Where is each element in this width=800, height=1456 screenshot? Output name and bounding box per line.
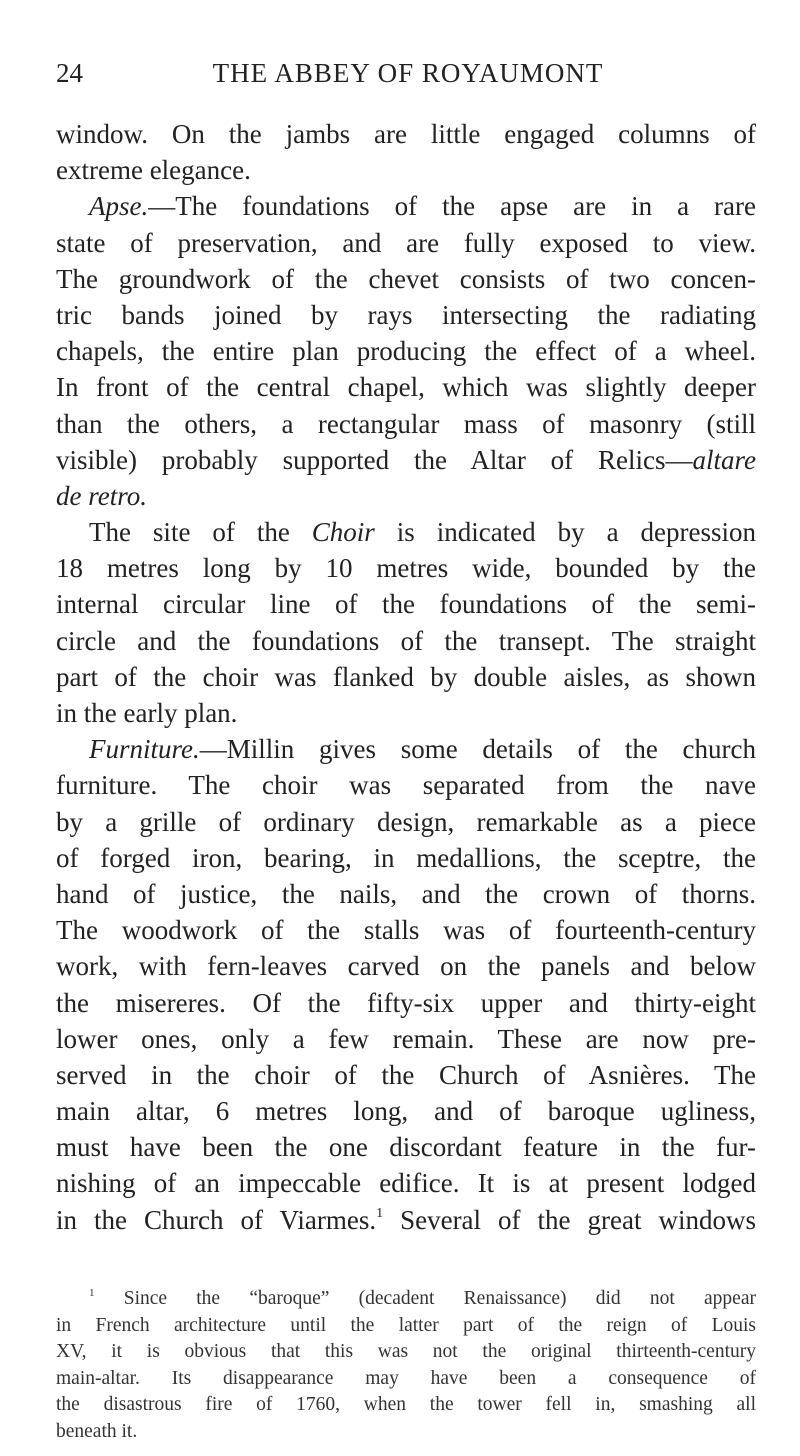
footnote-line bbox=[56, 1419, 756, 1446]
text-line bbox=[56, 804, 756, 840]
line-text: extreme elegance. bbox=[56, 155, 251, 186]
line-text: Several of the great windows bbox=[383, 1204, 756, 1235]
running-title: THE ABBEY OF ROYAUMONT bbox=[212, 58, 604, 88]
line-text: served in the choir of the Church of Asnières. The bbox=[56, 1059, 756, 1090]
line-text: beneath it. bbox=[56, 1420, 138, 1442]
text-line bbox=[56, 695, 756, 731]
text-line bbox=[56, 948, 756, 984]
line-text: part of the choir was flanked by double aisles, as shown bbox=[56, 661, 756, 692]
line-text: by a grille of ordinary design, remarkable as a piece bbox=[56, 806, 756, 837]
text-line bbox=[56, 152, 756, 188]
text-line bbox=[56, 767, 756, 803]
text-line bbox=[56, 912, 756, 948]
line-text: in the Church of Viarmes. bbox=[56, 1204, 377, 1235]
line-text: In front of the central chapel, which was slightly deeper bbox=[56, 372, 756, 403]
line-text: in the early plan. bbox=[56, 698, 238, 728]
text-line bbox=[56, 550, 756, 586]
italic-term: altare bbox=[692, 444, 756, 475]
text-line bbox=[56, 116, 756, 152]
line-text: XV, it is obvious that this was not the original thirteenth-century bbox=[56, 1341, 756, 1362]
line-text: 18 metres long by 10 metres wide, bounded by the bbox=[56, 553, 756, 584]
text-line bbox=[56, 1165, 756, 1201]
text-line bbox=[56, 369, 756, 405]
footnote bbox=[56, 1286, 756, 1445]
line-text: of forged iron, bearing, in medallions, the sceptre, the bbox=[56, 842, 756, 873]
text-line bbox=[56, 333, 756, 369]
italic-heading: de retro. bbox=[56, 480, 147, 511]
text-line bbox=[56, 659, 756, 695]
line-text: The woodwork of the stalls was of fourteenth-century bbox=[56, 915, 756, 946]
line-text: The groundwork of the chevet consists of two concen- bbox=[56, 263, 756, 294]
page-number: 24 bbox=[56, 58, 83, 88]
line-text: is indicated by a depression bbox=[374, 517, 756, 548]
line-text: work, with fern-leaves carved on the panels and below bbox=[56, 951, 756, 982]
text-line bbox=[56, 840, 756, 876]
italic-heading: Apse. bbox=[89, 191, 149, 222]
line-text: than the others, a rectangular mass of masonry (still bbox=[56, 408, 756, 439]
line-text: the misereres. Of the fifty-six upper and thirty-eight bbox=[56, 987, 756, 1018]
line-text: window. On the jambs are little engaged columns of bbox=[56, 119, 756, 149]
text-line bbox=[56, 1057, 756, 1093]
text-line bbox=[56, 478, 756, 514]
text-line bbox=[56, 442, 756, 478]
text-line bbox=[56, 261, 756, 297]
line-text: lower ones, only a few remain. These are now pre- bbox=[56, 1023, 756, 1054]
line-text: internal circular line of the foundations of the semi- bbox=[56, 589, 756, 620]
italic-term: Choir bbox=[311, 517, 375, 548]
footnote-line bbox=[56, 1366, 756, 1393]
line-text: The site of the bbox=[89, 517, 312, 548]
line-text: must have been the one discordant feature in the fur- bbox=[56, 1132, 756, 1163]
italic-heading: Furniture. bbox=[89, 734, 200, 765]
page-header bbox=[56, 58, 730, 98]
text-line bbox=[56, 1202, 756, 1238]
text-line bbox=[56, 623, 756, 659]
line-text: visible) probably supported the Altar of Relics— bbox=[56, 444, 693, 475]
line-text: circle and the foundations of the transept. The straight bbox=[56, 625, 756, 656]
text-line bbox=[56, 514, 756, 550]
footnote-ref: 1 bbox=[376, 1205, 384, 1221]
text-line bbox=[56, 586, 756, 622]
line-text: main altar, 6 metres long, and of baroque ugliness, bbox=[56, 1096, 756, 1127]
line-text: —Millin gives some details of the church bbox=[199, 734, 756, 765]
text-line bbox=[56, 1129, 756, 1165]
line-text: hand of justice, the nails, and the crown of thorns. bbox=[56, 878, 756, 909]
text-line bbox=[56, 876, 756, 912]
main-text bbox=[56, 116, 756, 1238]
line-text: in French architecture until the latter part of the reign of Louis bbox=[56, 1314, 756, 1336]
text-line bbox=[56, 297, 756, 333]
text-line bbox=[56, 406, 756, 442]
footnote-line bbox=[56, 1313, 756, 1340]
footnote-line bbox=[56, 1392, 756, 1419]
text-line bbox=[56, 731, 756, 767]
line-text: chapels, the entire plan producing the effect of a wheel. bbox=[56, 336, 756, 367]
line-text: furniture. The choir was separated from the nave bbox=[56, 770, 756, 801]
text-line bbox=[56, 1093, 756, 1129]
line-text: Since the “baroque” (decadent Renaissance) did not appear bbox=[94, 1288, 756, 1309]
line-text: —The foundations of the apse are in a rare bbox=[148, 191, 756, 222]
line-text: tric bands joined by rays intersecting the radiating bbox=[56, 299, 756, 330]
line-text: state of preservation, and are fully exposed to view. bbox=[56, 227, 756, 258]
footnote-line bbox=[56, 1286, 756, 1313]
text-line bbox=[56, 985, 756, 1021]
footnote-line bbox=[56, 1339, 756, 1366]
line-text: the disastrous fire of 1760, when the tower fell in, smashing all bbox=[56, 1394, 756, 1415]
line-text: nishing of an impeccable edifice. It is at present lodged bbox=[56, 1168, 756, 1199]
text-line bbox=[56, 225, 756, 261]
line-text: main-altar. Its disappearance may have been a consequence of bbox=[56, 1367, 756, 1389]
text-line bbox=[56, 1021, 756, 1057]
text-line bbox=[56, 188, 756, 224]
footnote-marker: 1 bbox=[89, 1287, 95, 1299]
